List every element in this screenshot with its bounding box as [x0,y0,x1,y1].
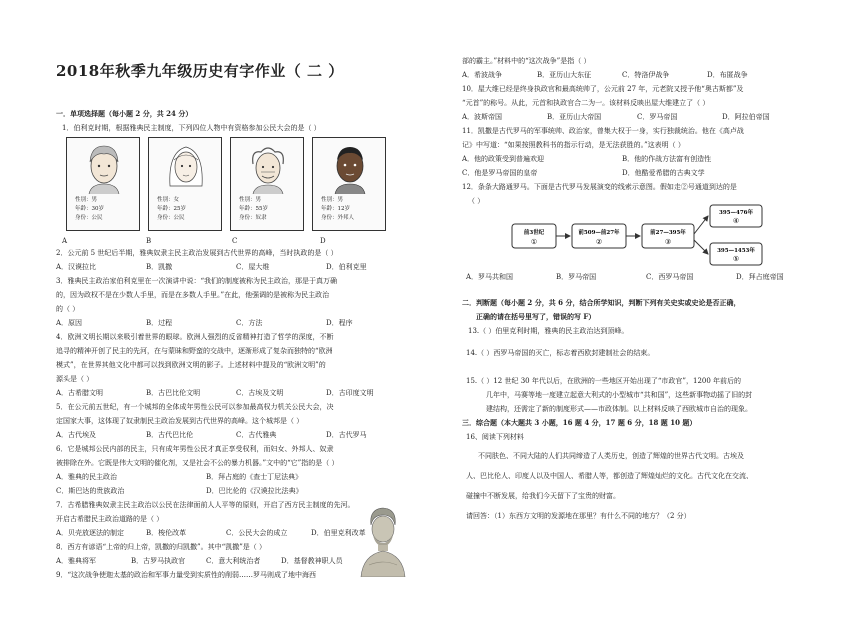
question-7-line-1: 7．古希腊雅典奴隶主民主政治以公民在法律面前人人平等的原则，开启了西方民主制度的先河。 [56,501,355,509]
q10-option-a: A．波斯帝国 [462,113,503,121]
question-11-options-row-2 [462,166,822,180]
q12-option-d: D．拜占庭帝国 [736,273,784,281]
question-4-line-1: 4．欧洲文明长期以来吸引着世界的眼球。欧洲人强烈的反省精神打造了哲学的深度，不断 [56,333,334,341]
q10-option-c: C．罗马帝国 [637,113,678,121]
q3-option-b: B．过程 [146,319,173,327]
card-b-age: 年龄：25岁 [157,206,186,212]
q11-option-d: D．他酷爱希腊的古典文学 [622,169,705,177]
question-11-line-2: 记》中写道：“如果按照教科书的指示行动，是无法获胜的。”这表明（ ） [462,141,685,149]
q4-option-d: D．古印度文明 [326,389,374,397]
timeline-node-5-period: 395—1453年 [717,248,755,254]
card-a-gender: 性别：男 [75,197,98,203]
q3-option-a: A．原因 [56,319,83,327]
q2-option-b: B．凯撒 [146,263,173,271]
option-letter-b: B [146,237,152,245]
question-5-options [56,428,401,442]
timeline-node-2-period: 前509—前27年 [578,230,620,236]
card-c-age: 年龄：55岁 [239,206,268,212]
question-4-line-3: 模式”，在世界其他文化中都可以找到欧洲文明的影子。上述材料中提及的“欧洲文明”的 [56,361,326,369]
section-2-heading-line-1: 二．判断题（每小题 2 分，共 6 分，结合所学知识，判断下列有关史实或史论是否正确， [462,298,741,307]
question-11-line-1: 11．凯撒是古代罗马的军事统帅、政治家，曾集大权于一身，实行独裁统治。他在《高卢战 [462,127,744,135]
question-9-options [462,68,822,82]
question-1: 1．伯利克时期，根据雅典民主制度，下列四位人物中有资格参加公民大会的是（ ） [62,124,321,132]
q11-option-a: A．他的政策受到普遍欢迎 [462,155,545,163]
timeline-node-3-period: 前27—395年 [650,230,686,236]
q6-option-d: D．巴比伦的《汉谟拉比法典》 [206,487,303,495]
rome-timeline-diagram [510,204,800,266]
q5-option-c: C．古代雅典 [236,431,277,439]
option-letter-d: D [320,237,326,245]
question-6-line-1: 6．它是城邦公民内部的民主，只有成年男性公民才真正享受权利，而妇女、外邦人、奴隶 [56,445,334,453]
question-9-start: 9．“这次战争使迦太基的政治和军事力量受到实质性的削弱……罗马则成了地中海西 [56,571,317,579]
timeline-node-3-number: ③ [664,238,672,246]
q8-option-c: C．意大利统治者 [206,557,261,565]
q12-option-a: A．罗马共和国 [466,273,514,281]
question-15-line-1: 15.（ ）12 世纪 30 年代以后，在欧洲的一些地区开始出现了“市政官”，1200 年前后的 [466,377,742,385]
question-13: 13.（ ）伯里克利时期，雅典的民主政治达到顶峰。 [468,327,629,335]
card-c-gender: 性别：男 [239,197,262,203]
card-c-status: 身份：奴隶 [239,215,267,221]
question-3-line-3: 的（ ） [56,305,80,313]
elderly-man-portrait-icon [245,142,291,194]
card-a-age: 年龄：30岁 [75,206,104,212]
timeline-node-2-number: ② [595,238,603,246]
q8-option-b: B．古罗马执政官 [131,557,186,565]
timeline-node-1-period: 前3世纪 [523,230,545,236]
q3-option-c: C．方法 [236,319,263,327]
question-10-line-2: “元首”的称号。从此，元首和执政官合二为一。该材料反映出屋大维建立了（ ） [462,99,710,107]
question-16-title: 16、阅读下列材料 [466,433,524,441]
question-12-options [466,270,826,284]
question-15-line-3: 建结构，还需定了新的制度形式——市政体制。以上材料反映了西欧城市自治的现象。 [486,405,752,413]
question-4-line-4: 源头是（ ） [56,375,94,383]
question-16-material-line-1: 不同肤色、不同大陆的人们共同缔造了人类历史，创造了辉煌的世界古代文明。古埃及 [478,452,744,460]
question-11-options-row-1 [462,152,822,166]
question-7-options [56,526,401,540]
card-d-gender: 性别：男 [321,197,344,203]
timeline-node-4-period: 395—476年 [719,210,753,216]
q11-option-b: B．他的作战方法富有创造性 [622,155,712,163]
question-3-line-2: 的，因为政权不是在少数人手里，而是在多数人手里。”在此，他强调的是被称为民主政治 [56,291,330,299]
card-a-status: 身份：公民 [75,215,103,221]
section-2-heading-line-2: 正确的请在括号里写了，错误的写 F） [476,312,596,321]
option-letter-a: A [62,237,68,245]
q5-option-d: D．古代罗马 [326,431,367,439]
timeline-node-5-number: ⑤ [732,255,740,263]
question-10-line-1: 10．屋大维已经是终身执政官和最高统帅了，公元前 27 年，元老院又授予他“奥古斯都”及 [462,85,744,93]
q6-option-b: B．拜占庭的《查士丁尼法典》 [206,473,303,481]
question-6-line-2: 被排除在外。它既是伟大文明的催化剂，又是社会不公的暴力机器。”文中的“它”指的是（ ） [56,459,339,467]
q10-option-d: D．阿拉伯帝国 [722,113,770,121]
q9-option-c: C．特洛伊战争 [622,71,670,79]
card-d-age: 年龄：12岁 [321,206,350,212]
card-b-status: 身份：公民 [157,215,185,221]
q7-option-d: D．伯里克利改革 [311,529,366,537]
question-15-line-2: 几年中，马赛等地一度建立起意大利式的小型城市“共和国”，这些新事物动摇了旧的封 [486,391,753,399]
q9-option-a: A．希波战争 [462,71,503,79]
question-12: 12．条条大路通罗马。下面是古代罗马发展演变的线索示意图。假如走②号通道到达的是 [462,183,737,191]
question-16-prompt: 请回答：（1）东西方文明的发源地在那里？有什么不同的地方？（2 分） [466,512,691,520]
q2-option-a: A．汉谟拉比 [56,263,97,271]
portrait-card-c [230,137,304,231]
portrait-cards [66,137,386,231]
male-portrait-icon [81,142,127,194]
timeline-node-4-number: ④ [732,217,740,225]
boy-portrait-icon [327,142,373,194]
timeline-node-1-number: ① [530,238,538,246]
q3-option-d: D．程序 [326,319,353,327]
question-3-line-1: 3．雅典民主政治家伯利克里在一次演讲中说：“我们的制度被称为民主政治，那是于真万确 [56,277,338,285]
q8-option-a: A．雅典将军 [56,557,97,565]
question-16-material-line-3: 碰撞中不断发展，给我们今天留下了宝贵的财富。 [466,492,620,500]
question-14: 14.（ ）西罗马帝国的灭亡，标志着西欧封建制社会的结束。 [466,349,655,357]
question-7-line-2: 开启古希腊民主政治道路的是（ ） [56,515,164,523]
question-16-material-line-2: 人、巴比伦人、印度人以及中国人、希腊人等，都创造了辉煌灿烂的文化。古代文化在交流、 [466,472,753,480]
q6-option-c: C．斯巴达的贵族政治 [56,487,125,495]
question-6-options-row-2 [56,484,401,498]
portrait-card-a [66,137,140,231]
q5-option-b: B．古代巴比伦 [146,431,194,439]
q8-option-d: D．基督教神职人员 [281,557,343,565]
page-title: 2018年秋季九年级历史有字作业（ 二 ） [56,62,344,80]
option-letter-c: C [232,237,238,245]
question-6-options-row-1 [56,470,401,484]
female-portrait-icon [163,142,209,194]
question-10-options [462,110,822,124]
section-1-heading: 一．单项选择题（每小题 2 分，共 24 分） [56,109,193,118]
card-d-status: 身份：外邦人 [321,215,355,221]
q4-option-a: A．古希腊文明 [56,389,104,397]
q12-option-c: C．西罗马帝国 [646,273,694,281]
card-b-gender: 性别：女 [157,197,180,203]
bust-statue-image [355,505,410,577]
section-3-heading: 三．综合题（本大题共 3 小题，16 题 4 分，17 题 6 分，18 题 10 题） [462,418,697,427]
q5-option-a: A．古代埃及 [56,431,97,439]
question-2-options [56,260,401,274]
question-12-paren: （ ） [468,197,485,205]
q4-option-c: C．古埃及文明 [236,389,284,397]
q7-option-c: C．公民大会的成立 [226,529,288,537]
question-4-line-2: 追寻的精神开创了民主的先河，在与蒙昧和野蛮的交战中，逐渐形成了复杂而独特的“欧洲 [56,347,333,355]
question-9-cont: 部的霸主。”材料中的“这次战争”是指（ ） [462,57,591,65]
q7-option-a: A．贝壳放逐法的制定 [56,529,125,537]
q10-option-b: B．亚历山大帝国 [547,113,602,121]
q12-option-b: B．罗马帝国 [556,273,597,281]
q6-option-a: A．雅典的民主政治 [56,473,118,481]
q2-option-d: D．伯利克里 [326,263,367,271]
portrait-card-b [148,137,222,231]
q7-option-b: B．梭伦改革 [146,529,187,537]
question-8: 8．西方有谚语“上帝的归上帝，凯撒的归凯撒”。其中“凯撒”是（ ） [56,543,266,551]
question-2: 2．公元前 5 世纪后半期，雅典奴隶主民主政治发展到古代世界的高峰，当时执政的是（ ） [56,249,338,257]
question-5-line-2: 定国家大事，这体现了奴隶制民主政治发展到古代世界的高峰。这个城邦是（ ） [56,417,304,425]
question-4-options [56,386,401,400]
q4-option-b: B．古巴比伦文明 [146,389,201,397]
q9-option-d: D．布匿战争 [707,71,748,79]
q9-option-b: B．亚历山大东征 [537,71,592,79]
q11-option-c: C．他是罗马帝国的皇帝 [462,169,538,177]
q2-option-c: C．屋大维 [236,263,270,271]
portrait-card-d [312,137,386,231]
question-5-line-1: 5．在公元前五世纪，有一个城邦的全体成年男性公民可以参加最高权力机关公民大会，决 [56,403,334,411]
question-8-options [56,554,401,568]
question-3-options [56,316,401,330]
